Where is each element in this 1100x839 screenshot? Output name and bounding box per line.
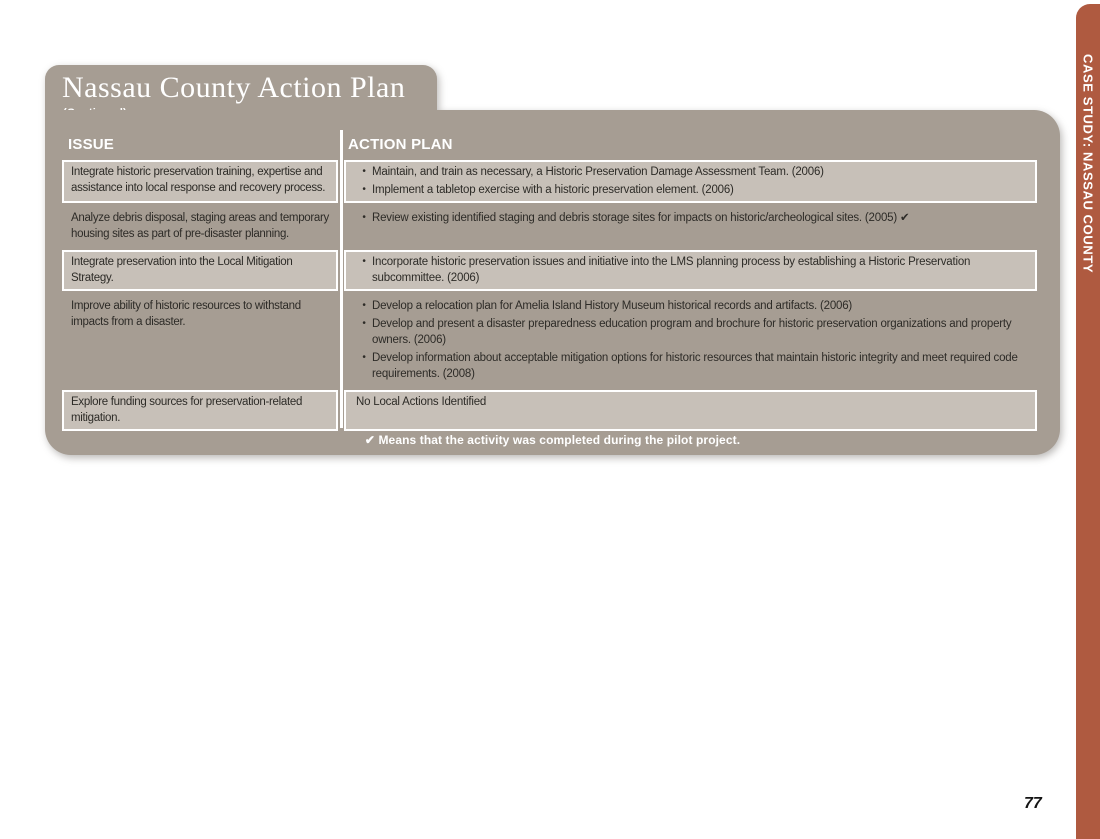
column-header-issue: ISSUE xyxy=(68,136,115,153)
case-study-sidebar xyxy=(1076,4,1100,839)
action-text: Implement a tabletop exercise with a historic preservation element. (2006) xyxy=(372,184,734,196)
bullet-icon: • xyxy=(362,256,366,267)
action-cell xyxy=(344,160,1037,203)
action-text: Maintain, and train as necessary, a Historic Preservation Damage Assessment Team. (2006) xyxy=(372,166,824,178)
action-text: Incorporate historic preservation issues and initiative into the LMS planning process by establishing a Historic Preservation subcommittee. (2006) xyxy=(372,256,971,284)
action-plan-card xyxy=(45,110,1060,455)
bullet-icon: • xyxy=(362,184,366,195)
footnote: ✔ Means that the activity was completed during the pilot project. xyxy=(364,433,741,447)
action-bullet-item xyxy=(356,164,1027,180)
sidebar-label: CASE STUDY: NASSAU COUNTY xyxy=(1080,54,1096,274)
action-bullet-item xyxy=(356,182,1027,198)
action-text: No Local Actions Identified xyxy=(356,396,487,408)
issue-cell: Analyze debris disposal, staging areas and temporary housing sites as part of pre-disaster planning. xyxy=(71,212,329,240)
issue-cell: Improve ability of historic resources to withstand impacts from a disaster. xyxy=(71,300,301,328)
action-bullet-item xyxy=(356,298,1027,314)
column-header-action: ACTION PLAN xyxy=(348,136,453,153)
action-bullet-item xyxy=(356,316,1027,348)
issue-cell: Explore funding sources for preservation-related mitigation. xyxy=(62,390,338,431)
action-text: Develop information about acceptable mitigation options for historic resources that maintain historic integrity and meet required code requirements. (2008) xyxy=(372,352,1018,380)
table-row xyxy=(62,160,1038,203)
table-row xyxy=(62,206,1038,247)
page-title: Nassau County Action Plan xyxy=(62,71,406,104)
bullet-icon: • xyxy=(362,300,366,311)
page-number: 77 xyxy=(1024,795,1042,812)
bullet-icon: • xyxy=(362,352,366,363)
bullet-icon: • xyxy=(362,212,366,223)
issue-cell: Integrate preservation into the Local Mitigation Strategy. xyxy=(62,250,338,291)
table-row xyxy=(62,250,1038,291)
action-cell xyxy=(344,390,1037,431)
issue-cell: Integrate historic preservation training, expertise and assistance into local response and recovery process. xyxy=(62,160,338,203)
action-bullet-item xyxy=(356,254,1027,286)
action-cell xyxy=(344,294,1037,387)
table-body xyxy=(62,160,1038,434)
action-cell xyxy=(344,206,1037,247)
action-text: Develop and present a disaster preparedness education program and brochure for historic preservation organizations and property owners. (2006) xyxy=(372,318,1012,346)
action-text: Develop a relocation plan for Amelia Island History Museum historical records and artifacts. (2006) xyxy=(372,300,853,312)
action-text: Review existing identified staging and debris storage sites for impacts on historic/archeological sites. (2005) ✔ xyxy=(372,212,910,224)
action-bullet-item xyxy=(356,210,1027,226)
bullet-icon: • xyxy=(362,318,366,329)
table-row xyxy=(62,390,1038,431)
bullet-icon: • xyxy=(362,166,366,177)
action-cell xyxy=(344,250,1037,291)
table-row xyxy=(62,294,1038,387)
action-bullet-item xyxy=(356,350,1027,382)
